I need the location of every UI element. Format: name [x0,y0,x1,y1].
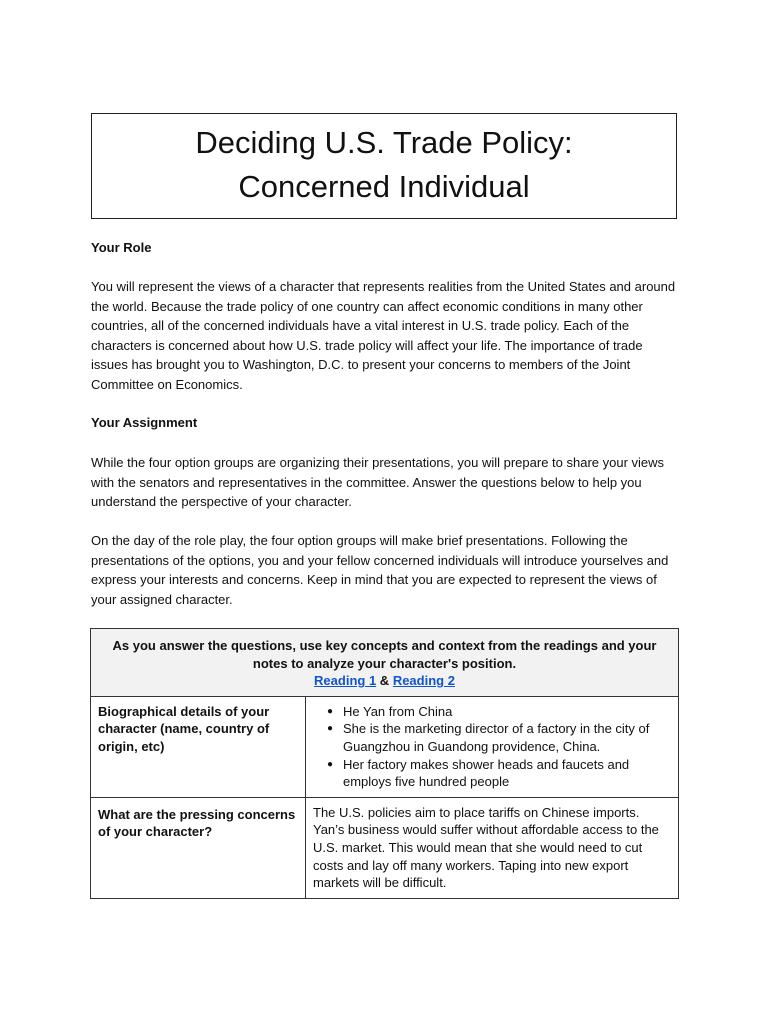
pressing-concerns-label: What are the pressing concerns of your character? [91,797,306,898]
bullet-text: She is the marketing director of a factory in the city of Guangzhou in Guandong providence, China. [343,721,650,754]
bullet-icon: ● [327,705,334,717]
links-separator: & [379,673,390,689]
table-row [91,797,679,898]
table-header-row [91,629,679,697]
biographical-details-answer[interactable] [306,696,679,797]
reading-2-link[interactable]: Reading 2 [392,673,455,689]
biographical-details-label: Biographical details of your character (name, country of origin, etc) [91,696,306,797]
list-item [313,756,671,791]
your-role-heading: Your Role [91,240,152,255]
page-title-line-1: Deciding U.S. Trade Policy: [195,125,573,160]
bullet-icon: ● [327,758,334,770]
table-header-cell [91,629,679,697]
title-box [91,113,677,219]
table-row [91,696,679,797]
pressing-concerns-answer[interactable]: The U.S. policies aim to place tariffs on Chinese imports. Yan’s business would suffer without affordable access to the U.S. market. This would mean that she would need to cut costs and lay off many workers. Taping into new export markets will be difficult. [306,797,679,898]
table-header-text: As you answer the questions, use key concepts and context from the readings and your notes to analyze your character's position. [112,638,657,671]
questions-table [90,628,679,899]
reading-1-link[interactable]: Reading 1 [314,673,377,689]
biographical-bullet-list [313,703,671,791]
your-assignment-heading: Your Assignment [91,415,198,430]
bullet-icon: ● [327,723,334,735]
page-title-line-2: Concerned Individual [238,169,530,204]
list-item [313,720,671,755]
bullet-text: Her factory makes shower heads and faucets and employs five hundred people [343,756,630,790]
reading-links [98,672,671,690]
bullet-text: He Yan from China [343,703,453,719]
your-role-paragraph: You will represent the views of a character that represents realities from the United States and around the world. Because the trade policy of one country can affect economic conditions in many other countries, all of the concerned individuals have a vital interest in U.S. trade policy. Each of the characters is concerned about how U.S. trade policy will affect your life. The importance of trade issues has brought you to Washington, D.C. to present your concerns to members of the Joint Committee on Economics. [91,279,676,392]
assignment-paragraph-2: On the day of the role play, the four option groups will make brief presentations. Following the presentations of the options, you and your fellow concerned individuals will introduce yourselves and express your interests and concerns. Keep in mind that you are expected to represent the views of your assigned character. [91,533,669,607]
assignment-paragraph-1: While the four option groups are organizing their presentations, you will prepare to share your views with the senators and representatives in the committee. Answer the questions below to help you understand the perspective of your character. [91,455,665,510]
list-item [313,703,671,721]
